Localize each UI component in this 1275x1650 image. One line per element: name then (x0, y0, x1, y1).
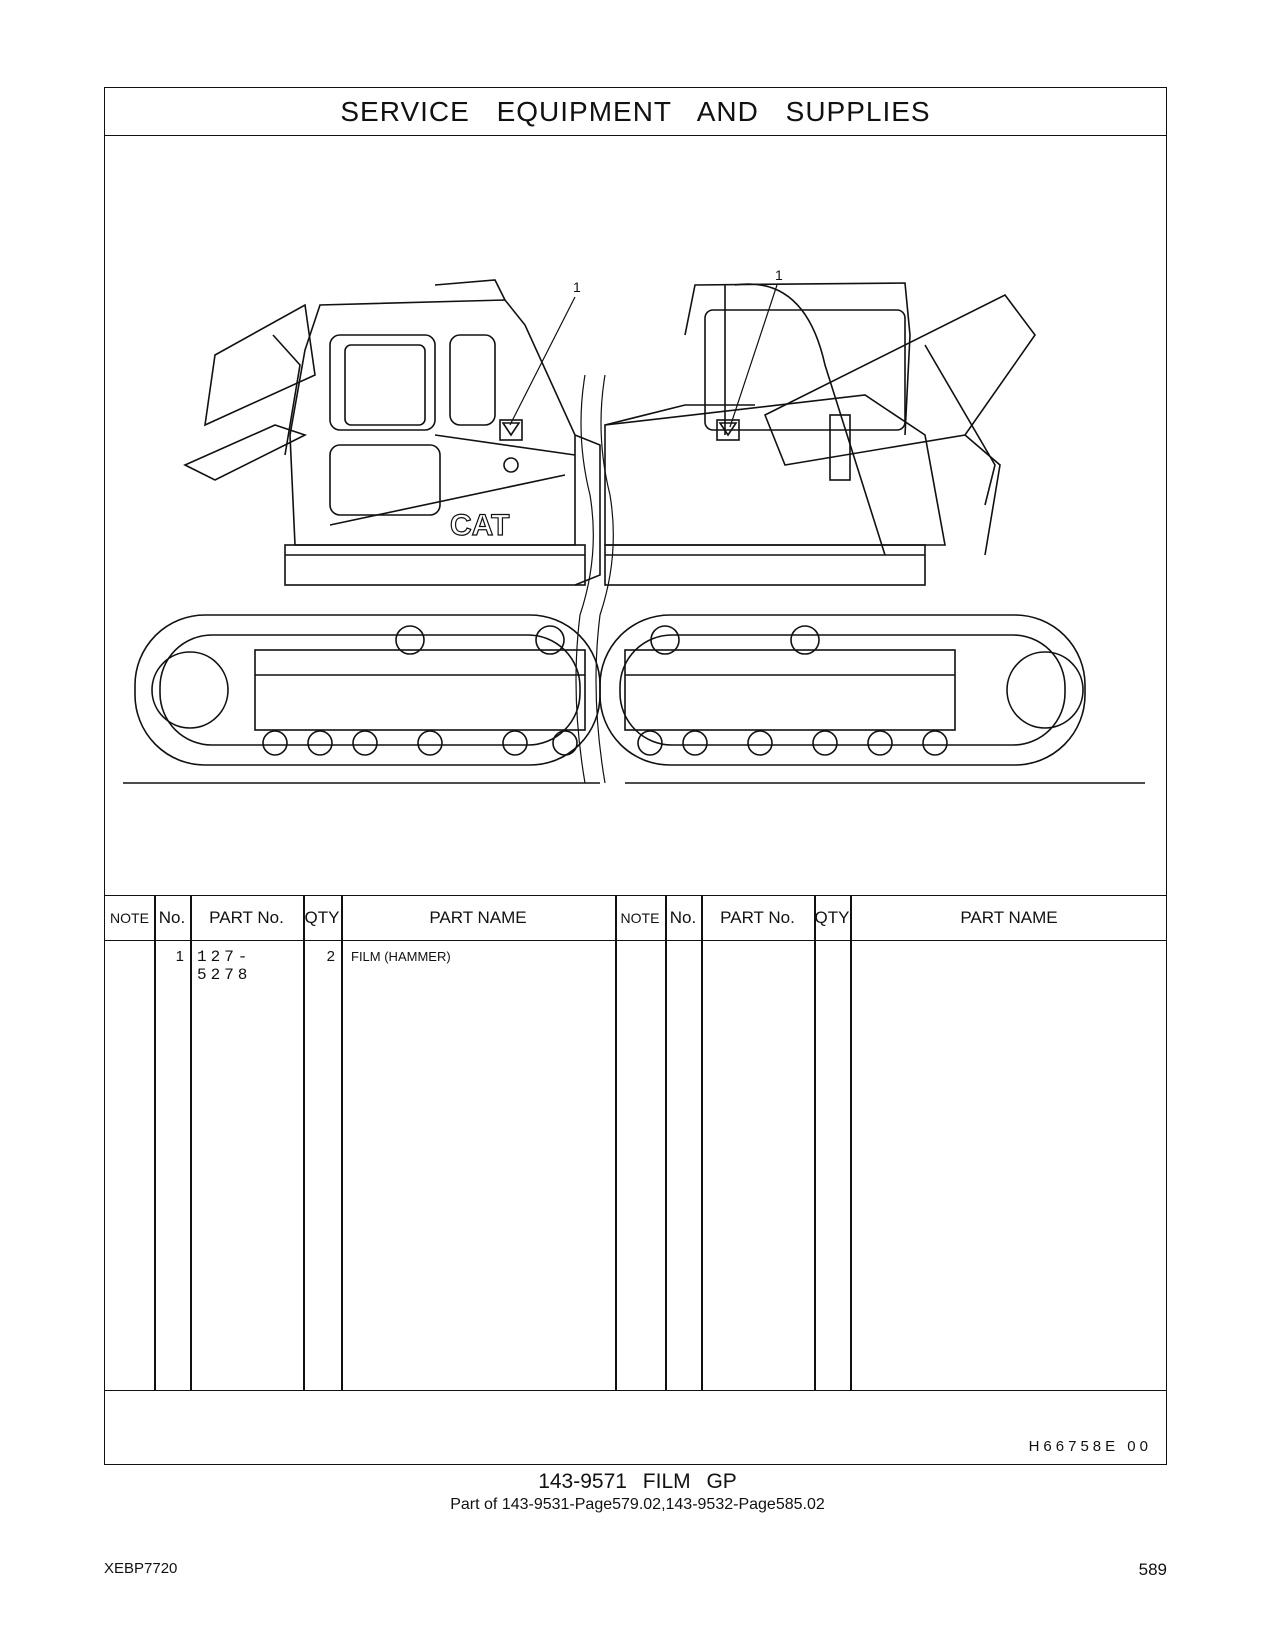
header-part-no-left: PART No. (209, 908, 284, 927)
header-no-right: No. (669, 908, 697, 927)
header-part-name-right: PART NAME (960, 908, 1058, 927)
callout-1-left: 1 (573, 279, 581, 295)
document-id: XEBP7720 (104, 1560, 178, 1577)
row-1-part-name: FILM (HAMMER) (351, 949, 451, 964)
header-part-name-left: PART NAME (429, 908, 527, 927)
drawing-ref: H66758E 00 (1028, 1438, 1152, 1455)
row-1-part-no: 127-5278 (197, 948, 252, 984)
parts-table (105, 895, 1166, 1391)
header-note-right: NOTE (620, 910, 660, 926)
cat-logo: CAT (450, 509, 510, 542)
excavator-illustration (105, 135, 1166, 895)
page-number: 589 (1138, 1560, 1167, 1579)
header-note-left: NOTE (110, 910, 149, 926)
header-qty-left: QTY (304, 908, 340, 927)
page-frame (104, 87, 1167, 1465)
page-title: SERVICE EQUIPMENT AND SUPPLIES (105, 88, 1166, 136)
drawing-ref-band (105, 1390, 1166, 1467)
part-of-reference: Part of 143-9531-Page579.02,143-9532-Page585.02 (450, 1496, 825, 1513)
callout-1-right: 1 (775, 267, 783, 283)
excavator-drawing (105, 135, 1168, 895)
header-part-no-right: PART No. (720, 908, 795, 927)
row-1-qty: 2 (326, 948, 335, 965)
group-title: 143-9571 FILM GP (538, 1470, 737, 1493)
header-no-left: No. (158, 908, 186, 927)
header-qty-right: QTY (814, 908, 850, 927)
row-1-no: 1 (175, 948, 184, 965)
